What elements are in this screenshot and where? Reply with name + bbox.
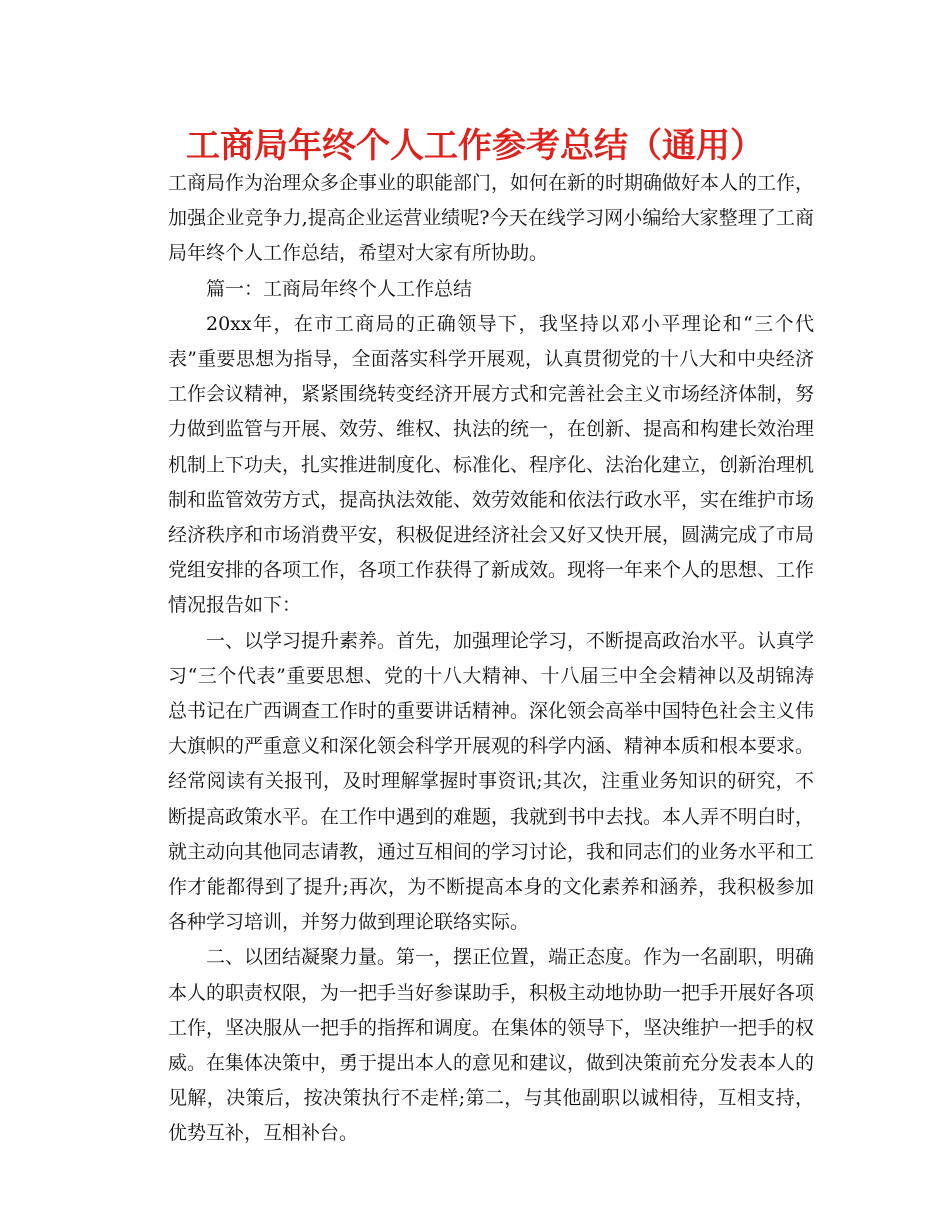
intro-paragraph: 工商局作为治理众多企事业的职能部门，如何在新的时期确做好本人的工作，加强企业竞争力,提高企业运营业绩呢?今天在线学习网小编给大家整理了工商局年终个人工作总结，希望对大家有所协助。 <box>168 172 815 265</box>
section-heading: 篇一：工商局年终个人工作总结 <box>206 277 473 300</box>
body-paragraph: 20xx年，在市工商局的正确领导下，我坚持以邓小平理论和“三个代表”重要思想为指导，全面落实科学开展观，认真贯彻党的十八大和中央经济工作会议精神，紧紧围绕转变经济开展方式和完善社会主义市场经济体制，努力做到监管与开展、效劳、维权、执法的统一，在创新、提高和构建长效治理机制上下功夫，扎实推进制度化、标准化、程序化、法治化建立，创新治理机制和监管效劳方式，提高执法效能、效劳效能和依法行政水平，实在维护市场经济秩序和市场消费平安，积极促进经济社会又好又快开展，圆满完成了市局党组安排的各项工作，各项工作获得了新成效。现将一年来个人的思想、工作情况报告如下： <box>168 312 815 617</box>
body-paragraph: 二、以团结凝聚力量。第一，摆正位置，端正态度。作为一名副职，明确本人的职责权限，为一把手当好参谋助手，积极主动地协助一把手开展好各项工作，坚决服从一把手的指挥和调度。在集体的领导下，坚决维护一把手的权威。在集体决策中，勇于提出本人的意见和建议，做到决策前充分发表本人的见解，决策后，按决策执行不走样;第二，与其他副职以诚相待，互相支持，优势互补，互相补台。 <box>168 946 815 1145</box>
body-paragraph: 一、以学习提升素养。首先，加强理论学习，不断提高政治水平。认真学习“三个代表”重要思想、党的十八大精神、十八届三中全会精神以及胡锦涛总书记在广西调查工作时的重要讲话精神。深化领会高举中国特色社会主义伟大旗帜的严重意义和深化领会科学开展观的科学内涵、精神本质和根本要求。经常阅读有关报刊，及时理解掌握时事资讯;其次，注重业务知识的研究，不断提高政策水平。在工作中遇到的难题，我就到书中去找。本人弄不明白时，就主动向其他同志请教，通过互相间的学习讨论，我和同志们的业务水平和工作才能都得到了提升;再次，为不断提高本身的文化素养和涵养，我积极参加各种学习培训，并努力做到理论联络实际。 <box>168 629 815 934</box>
document-body <box>168 166 814 1152</box>
document-title: 工商局年终个人工作参考总结（通用） <box>186 126 764 166</box>
